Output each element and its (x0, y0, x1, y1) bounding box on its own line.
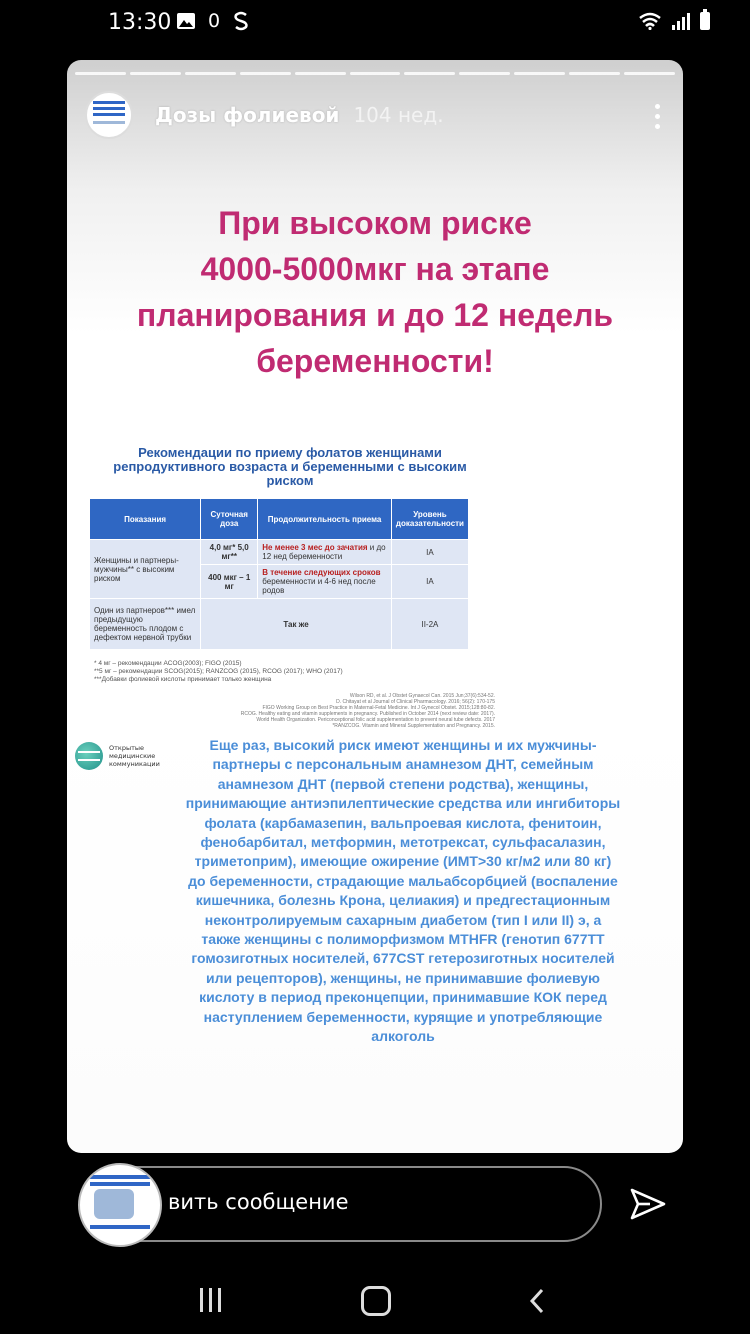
table-header: Продолжительность приема (258, 499, 392, 540)
table-cell: IA (391, 565, 468, 599)
reference: D. Chitayat et al Journal of Clinical Pharmacology. 2016; 56(2): 170-175 (336, 699, 495, 705)
status-bar (0, 0, 750, 50)
status-extra: 0 (208, 10, 221, 32)
slide-references (119, 693, 495, 729)
status-left-icons (176, 10, 250, 32)
duration-rest: беременности и 4-6 нед после родов (262, 577, 376, 595)
slide-title: Рекомендации по приему фолатов женщинами репродуктивного возраста и беременными с высоким риском (113, 445, 467, 488)
table-header-row (90, 499, 469, 540)
home-icon[interactable] (361, 1286, 391, 1316)
headline-line: беременности! (256, 343, 494, 379)
table-row (90, 599, 469, 650)
story-viewer[interactable] (67, 60, 683, 1153)
headline-line: планирования и до 12 недель (136, 297, 614, 333)
duration-emphasis: Не менее 3 мес до зачатия (262, 543, 368, 552)
recommendation-table (89, 498, 469, 650)
reply-placeholder[interactable]: вить сообщение (168, 1190, 349, 1214)
more-dots-icon (655, 104, 660, 109)
slide-footnotes (94, 660, 474, 684)
table-cell: II-2A (391, 599, 468, 650)
headline-line: 4000-5000мкг на этапе (200, 251, 550, 287)
table-cell: Так же (201, 599, 392, 650)
reference: *RANZCOG. Vitamin and Mineral Supplementation and Pregnancy. 2015. (332, 723, 495, 729)
reference: World Health Organization. Periconceptional folic acid supplementation to prevent neural tube defects. 2017 (256, 717, 495, 723)
table-header: Показания (90, 499, 201, 540)
signal-icon (672, 12, 690, 30)
table-cell (258, 565, 392, 599)
more-options-button[interactable] (649, 96, 665, 136)
table-header: Суточная доза (201, 499, 258, 540)
back-icon[interactable] (524, 1286, 550, 1316)
table-cell: 400 мкг – 1 мг (201, 565, 258, 599)
reply-avatar (78, 1163, 162, 1247)
table-cell: 4,0 мг* 5,0 мг** (201, 540, 258, 565)
status-time: 13:30 (108, 10, 172, 35)
duration-emphasis: В течение следующих сроков (262, 568, 381, 577)
reference: FIGO Working Group on Best Practice in Maternal-Fetal Medicine. Int J Gynecol Obstet. 2015;128:80-82. (262, 705, 495, 711)
account-avatar[interactable] (85, 91, 133, 139)
footnote: **5 мг – рекомендации SCOG(2015); RANZCOG (2015), RCOG (2017); WHO (2017) (94, 668, 343, 675)
account-name[interactable]: Дозы фолиевой (155, 103, 340, 127)
reference: RCOG. Healthy eating and vitamin supplements in pregnancy. Published in October 2014 (next review date: 2017). (240, 711, 495, 717)
duration-rest: и до 12 нед беременности (262, 543, 386, 561)
logo-text: Открытые медицинские коммуникации (109, 744, 160, 768)
table-cell: Один из партнеров*** имел предыдущую беременность плодом с дефектом нервной трубки (90, 599, 201, 650)
story-body-text: Еще раз, высокий риск имеют женщины и их мужчины-партнеры с персональным анамнезом ДНТ, семейным анамнезом ДНТ (первой степени родства), женщины, принимающие антиэпилептические средства или ингибиторы фолата (карбамазепин, вальпроевая кислота, фенитоин, фенобарбитал, метформин, метотрексат, сульфасалазин, триметоприм), имеющие ожирение (ИМТ>30 кг/м2 или 80 кг) до беременности, страдающие мальабсорбцией (воспаление кишечника, болезнь Крона, целиакия) и предгестационным неконтролируемым сахарным диабетом (тип I или II) э, а также женщины с полиморфизмом MTHFR (генотип 677TT гомозиготных носителей, 677CST гетерозиготных носителей или рецепторов), женщины, не принимавшие фолиевую кислоту в период преконцепции, принимавшие КОК перед наступлением беременности, курящие и употребляющие алкоголь (185, 737, 621, 1045)
recent-apps-icon[interactable] (200, 1288, 230, 1314)
table-row (90, 540, 469, 565)
logo (75, 742, 165, 770)
wifi-icon (638, 12, 662, 30)
footnote: * 4 мг – рекомендации ACOG(2003); FIGO (2015) (94, 660, 242, 667)
story-progress (75, 72, 675, 75)
system-navbar (0, 1270, 750, 1334)
s-icon (232, 11, 250, 31)
story-time: 104 нед. (353, 103, 444, 127)
reference: Wilson RD, et al. J Obstet Gynaecol Can. 2015 Jun;37(6):534-52. (349, 693, 495, 699)
globe-icon (75, 742, 103, 770)
gallery-icon (176, 12, 196, 30)
battery-icon (700, 12, 710, 30)
table-header: Уровень доказательности (391, 499, 468, 540)
headline-line: При высоком риске (218, 205, 532, 241)
table-cell: Женщины и партнеры-мужчины** с высоким риском (90, 540, 201, 599)
recommendation-slide (89, 445, 495, 741)
table-cell: IA (391, 540, 468, 565)
send-icon[interactable] (628, 1184, 668, 1224)
story-header (85, 90, 665, 140)
table-cell (258, 540, 392, 565)
footnote: ***Добавки фолиевой кислоты принимает только женщина (94, 676, 272, 683)
story-headline (67, 200, 683, 384)
status-right-icons (638, 12, 710, 30)
